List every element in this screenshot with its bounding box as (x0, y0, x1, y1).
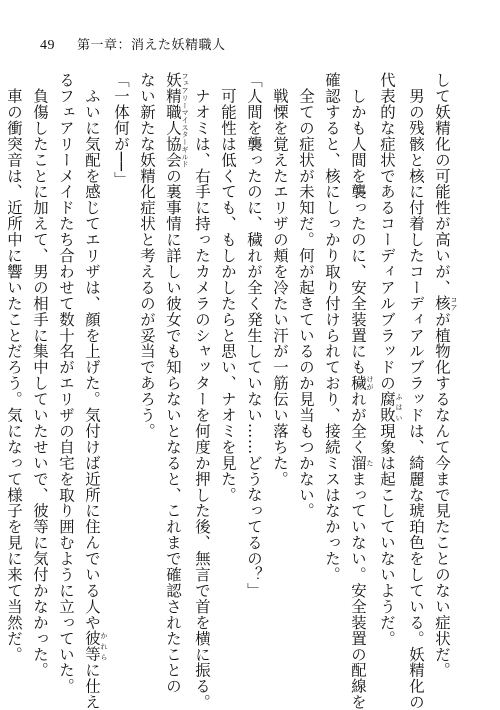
ruby-reading: フェアリーマイスターギルド (181, 72, 189, 168)
text-segment: るフェアリーメイドたち合わせて数十名がエリザの自宅を取り囲むように立っていた。 (57, 72, 75, 695)
text-segment: 現象は起こしていないようだ。 (378, 422, 396, 647)
text-line (1, 72, 27, 672)
ruby-reading: けが (366, 375, 374, 392)
text-segment: に仕え (83, 662, 101, 710)
text-segment: 負傷したことに加えて、男の相手に集中していたせいで、彼等に気付かなかった。 (31, 72, 49, 679)
text-line (108, 72, 134, 672)
ruby-base: 溜 (349, 454, 367, 471)
ruby-annotation (349, 454, 374, 471)
text-segment: れが全く (349, 391, 367, 455)
ruby-reading: ふはい (395, 391, 403, 423)
text-segment: まっていない。安全装置の配線を (349, 470, 367, 710)
ruby-base: 妖精職人協会 (164, 72, 182, 168)
text-segment: ない新たな妖精化症状と考えるのが妥当であろう。 (138, 72, 156, 439)
text-line (267, 72, 293, 672)
text-line (134, 72, 160, 672)
ruby-annotation (349, 375, 374, 392)
text-segment: しかも人間を襲ったのに、安全装置にも (349, 72, 367, 376)
text-segment: 車の衝突音は、近所中に響いたことだろう。気になって様子を見に来て当然だ。 (5, 72, 23, 663)
ruby-reading: かれら (100, 630, 108, 663)
text-line (189, 72, 215, 710)
ruby-annotation (433, 295, 458, 312)
ruby-annotation (378, 391, 403, 423)
text-line (374, 72, 403, 672)
text-line (345, 72, 374, 710)
text-segment: が植物化するなんて今まで見たことのない症状だ。 (433, 311, 451, 679)
running-header (40, 34, 226, 54)
text-line (319, 72, 345, 672)
text-line (27, 72, 53, 679)
text-segment: して妖精化の可能性が高いが、 (433, 72, 451, 296)
text-segment: 男の残骸と核に付着したコーディアルブラッドは、綺麗な琥珀色をしている。妖精化の (407, 72, 425, 710)
text-line (403, 72, 429, 710)
text-segment: 「人間を襲ったのに、穢れが全く発生していない……どうなってるの？」 (245, 72, 263, 599)
text-line (241, 72, 267, 672)
ruby-annotation (164, 72, 189, 168)
text-segment: 戦慄を覚えたエリザの頬を冷たい汗が一筋伝い落ちた。 (271, 72, 289, 487)
text-segment: 「一体何が──」 (112, 72, 130, 188)
novel-body-text (5, 72, 458, 710)
ruby-base: 核 (433, 295, 451, 312)
ruby-reading: コア (450, 295, 458, 312)
text-line (429, 72, 458, 679)
text-segment: 確認すると、核にしっかり取り付けられており、接続ミスはなかった。 (323, 72, 341, 583)
ruby-reading: た (366, 454, 374, 471)
ruby-annotation (83, 630, 108, 663)
text-segment: の裏事情に詳しい彼女でも知らないとなると、これまで確認されたことの (164, 167, 182, 695)
text-segment: 全ての症状が未知だ。何が起きているのか見当もつかない。 (297, 72, 315, 519)
text-line (160, 72, 189, 695)
text-line (293, 72, 319, 672)
ruby-base: 穢 (349, 375, 367, 392)
text-line (53, 72, 79, 695)
text-line (79, 72, 108, 710)
ruby-base: 腐敗 (378, 391, 396, 423)
ruby-base: 彼等 (83, 630, 101, 663)
text-segment: 可能性は低くても、もしかしたらと思い、ナオミを見た。 (219, 72, 237, 503)
text-segment: ふいに気配を感じてエリザは、顔を上げた。気付けば近所に住んでいる人や (83, 72, 101, 631)
page-number: 49 (40, 38, 55, 53)
text-segment: ナオミは、右手に持ったカメラのシャッターを何度か押した後、無言で首を横に振る。 (193, 72, 211, 710)
text-line (215, 72, 241, 672)
text-segment: 代表的な症状であるコーディアルブラッドの (378, 72, 396, 391)
chapter-title: 第一章：消えた妖精職人 (77, 38, 226, 53)
